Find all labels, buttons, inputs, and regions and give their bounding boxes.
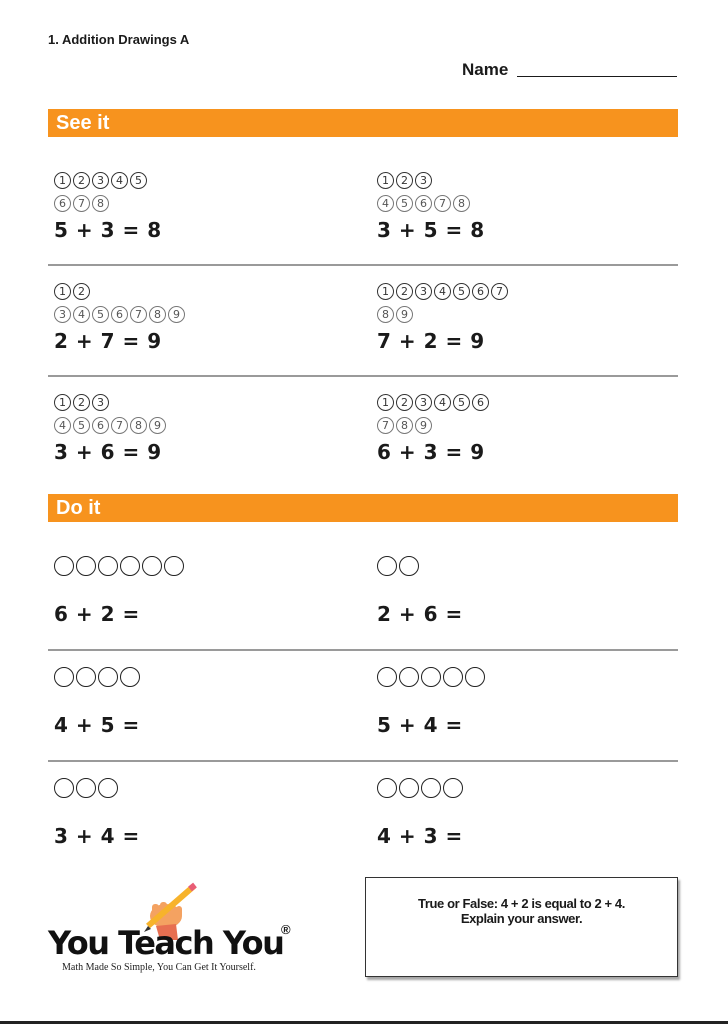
numbered-circle: 6 xyxy=(415,195,432,212)
numbered-circle: 1 xyxy=(54,283,71,300)
empty-circle xyxy=(377,778,397,798)
equation: 7 + 2 = 9 xyxy=(377,329,485,353)
numbered-circle: 9 xyxy=(415,417,432,434)
divider xyxy=(48,649,678,651)
numbered-circle: 4 xyxy=(111,172,128,189)
divider xyxy=(48,264,678,266)
numbered-circle: 5 xyxy=(130,172,147,189)
divider xyxy=(48,375,678,377)
second-addend-circles xyxy=(54,195,354,215)
empty-circle xyxy=(120,556,140,576)
numbered-circle: 1 xyxy=(377,172,394,189)
equation: 2 + 6 = xyxy=(377,602,463,626)
numbered-circle: 4 xyxy=(73,306,90,323)
empty-circle xyxy=(54,778,74,798)
numbered-circle: 1 xyxy=(377,394,394,411)
empty-circle xyxy=(465,667,485,687)
numbered-circle: 9 xyxy=(396,306,413,323)
numbered-circle: 6 xyxy=(111,306,128,323)
worksheet-title: 1. Addition Drawings A xyxy=(48,32,190,47)
do-problem-2 xyxy=(377,556,677,626)
do-problem-5 xyxy=(54,778,354,848)
numbered-circle: 3 xyxy=(415,394,432,411)
first-addend-circles xyxy=(377,394,677,414)
numbered-circle: 5 xyxy=(453,283,470,300)
equation: 3 + 6 = 9 xyxy=(54,440,162,464)
empty-circle xyxy=(76,667,96,687)
divider xyxy=(48,760,678,762)
do-problem-6 xyxy=(377,778,677,848)
name-field[interactable] xyxy=(462,60,678,82)
numbered-circle: 2 xyxy=(73,283,90,300)
numbered-circle: 7 xyxy=(130,306,147,323)
numbered-circle: 3 xyxy=(54,306,71,323)
empty-circle xyxy=(421,778,441,798)
equation: 6 + 2 = xyxy=(54,602,140,626)
first-addend-circles xyxy=(377,172,677,192)
first-addend-circles xyxy=(54,172,354,192)
do-problem-1 xyxy=(54,556,354,626)
numbered-circle: 6 xyxy=(472,283,489,300)
numbered-circle: 7 xyxy=(491,283,508,300)
first-addend-circles xyxy=(54,283,354,303)
see-problem-5 xyxy=(54,394,354,464)
numbered-circle: 4 xyxy=(54,417,71,434)
first-addend-circles xyxy=(377,283,677,303)
numbered-circle: 8 xyxy=(130,417,147,434)
empty-circle xyxy=(98,667,118,687)
numbered-circle: 7 xyxy=(73,195,90,212)
numbered-circle: 7 xyxy=(111,417,128,434)
second-addend-circles xyxy=(54,417,354,437)
numbered-circle: 6 xyxy=(92,417,109,434)
second-addend-circles xyxy=(377,306,677,326)
numbered-circle: 4 xyxy=(434,394,451,411)
empty-circle xyxy=(164,556,184,576)
empty-circle xyxy=(98,778,118,798)
equation: 2 + 7 = 9 xyxy=(54,329,162,353)
numbered-circle: 6 xyxy=(54,195,71,212)
numbered-circle: 3 xyxy=(415,283,432,300)
numbered-circle: 9 xyxy=(168,306,185,323)
equation: 3 + 5 = 8 xyxy=(377,218,485,242)
empty-circle xyxy=(120,667,140,687)
numbered-circle: 9 xyxy=(149,417,166,434)
numbered-circle: 4 xyxy=(377,195,394,212)
drawing-circles xyxy=(54,556,354,576)
numbered-circle: 8 xyxy=(396,417,413,434)
drawing-circles xyxy=(377,778,677,798)
see-problem-2 xyxy=(377,172,677,242)
numbered-circle: 5 xyxy=(453,394,470,411)
numbered-circle: 5 xyxy=(92,306,109,323)
numbered-circle: 8 xyxy=(453,195,470,212)
numbered-circle: 5 xyxy=(73,417,90,434)
equation: 4 + 5 = xyxy=(54,713,140,737)
numbered-circle: 3 xyxy=(415,172,432,189)
you-teach-you-logo xyxy=(48,880,308,980)
first-addend-circles xyxy=(54,394,354,414)
equation: 4 + 3 = xyxy=(377,824,463,848)
logo-tagline: Math Made So Simple, You Can Get It Yourself. xyxy=(62,962,256,973)
empty-circle xyxy=(443,667,463,687)
drawing-circles xyxy=(54,667,354,687)
numbered-circle: 8 xyxy=(149,306,166,323)
empty-circle xyxy=(421,667,441,687)
numbered-circle: 2 xyxy=(396,172,413,189)
equation: 5 + 3 = 8 xyxy=(54,218,162,242)
empty-circle xyxy=(76,556,96,576)
numbered-circle: 2 xyxy=(396,283,413,300)
empty-circle xyxy=(399,667,419,687)
numbered-circle: 4 xyxy=(434,283,451,300)
drawing-circles xyxy=(54,778,354,798)
empty-circle xyxy=(377,667,397,687)
second-addend-circles xyxy=(377,417,677,437)
see-problem-4 xyxy=(377,283,677,353)
see-problem-1 xyxy=(54,172,354,242)
empty-circle xyxy=(377,556,397,576)
see-problem-3 xyxy=(54,283,354,353)
numbered-circle: 1 xyxy=(54,394,71,411)
numbered-circle: 2 xyxy=(396,394,413,411)
logo-wordmark: You Teach You xyxy=(48,924,284,962)
numbered-circle: 7 xyxy=(377,417,394,434)
empty-circle xyxy=(54,556,74,576)
empty-circle xyxy=(54,667,74,687)
question-instruction: Explain your answer. xyxy=(460,911,583,926)
numbered-circle: 8 xyxy=(92,195,109,212)
numbered-circle: 2 xyxy=(73,172,90,189)
registered-mark: ® xyxy=(281,922,291,937)
empty-circle xyxy=(399,556,419,576)
equation: 6 + 3 = 9 xyxy=(377,440,485,464)
numbered-circle: 3 xyxy=(92,394,109,411)
numbered-circle: 8 xyxy=(377,306,394,323)
numbered-circle: 6 xyxy=(472,394,489,411)
empty-circle xyxy=(142,556,162,576)
name-underline xyxy=(517,76,677,77)
empty-circle xyxy=(98,556,118,576)
name-label: Name xyxy=(462,60,509,79)
numbered-circle: 2 xyxy=(73,394,90,411)
drawing-circles xyxy=(377,556,677,576)
numbered-circle: 5 xyxy=(396,195,413,212)
second-addend-circles xyxy=(54,306,354,326)
numbered-circle: 1 xyxy=(377,283,394,300)
do-problem-4 xyxy=(377,667,677,737)
see-problem-6 xyxy=(377,394,677,464)
drawing-circles xyxy=(377,667,677,687)
numbered-circle: 1 xyxy=(54,172,71,189)
numbered-circle: 3 xyxy=(92,172,109,189)
empty-circle xyxy=(76,778,96,798)
true-false-question-box[interactable] xyxy=(365,877,678,977)
do-it-banner: Do it xyxy=(48,494,678,522)
see-it-banner: See it xyxy=(48,109,678,137)
equation: 5 + 4 = xyxy=(377,713,463,737)
empty-circle xyxy=(399,778,419,798)
question-line: True or False: 4 + 2 is equal to 2 + 4. xyxy=(418,896,625,911)
numbered-circle: 7 xyxy=(434,195,451,212)
equation: 3 + 4 = xyxy=(54,824,140,848)
do-problem-3 xyxy=(54,667,354,737)
second-addend-circles xyxy=(377,195,677,215)
empty-circle xyxy=(443,778,463,798)
